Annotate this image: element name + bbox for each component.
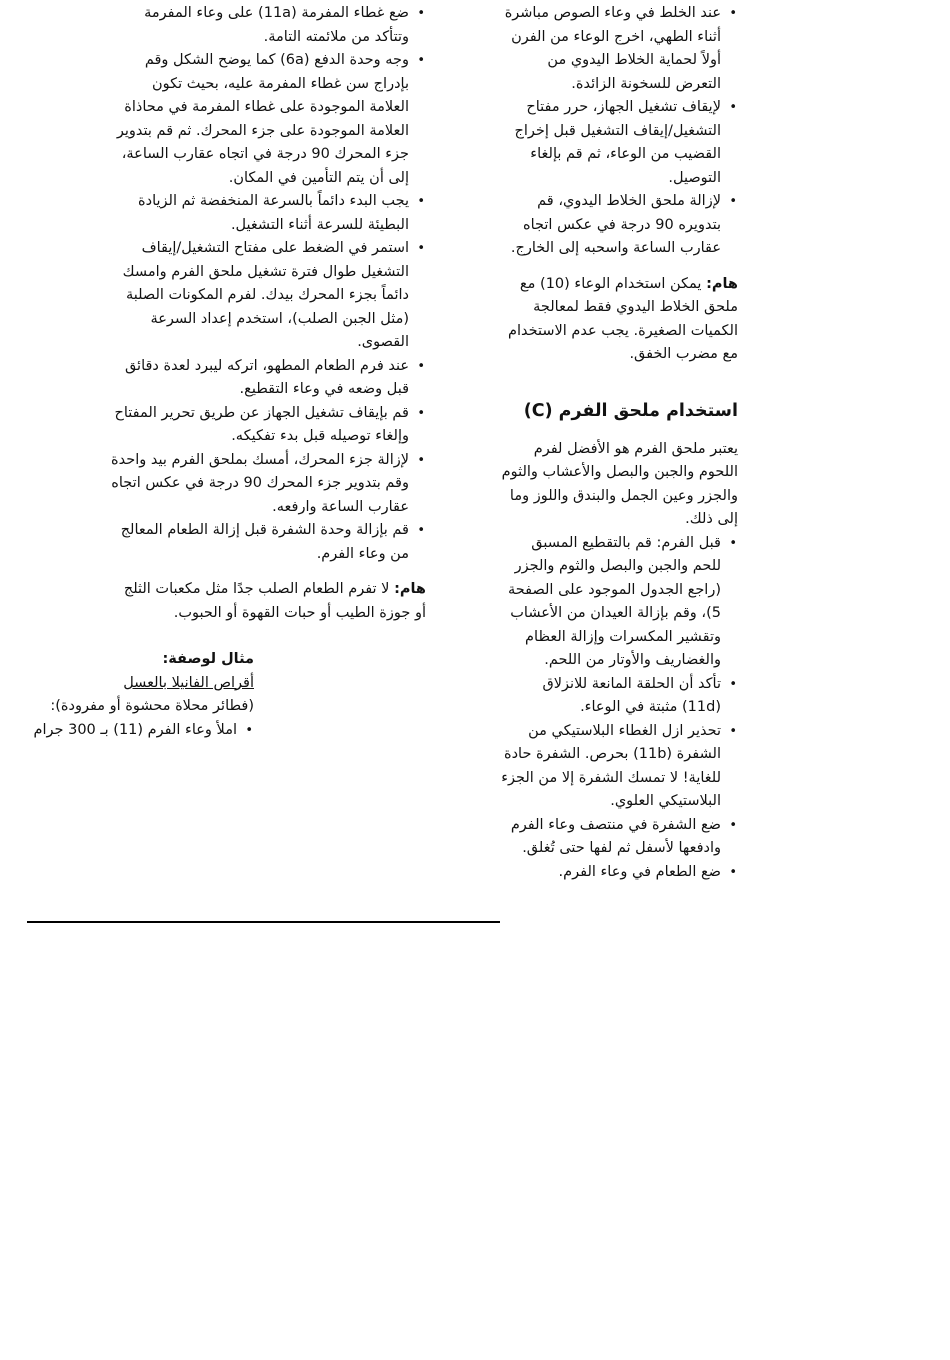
bullet-item — [500, 720, 738, 814]
bullet-marker-icon: • — [417, 6, 425, 21]
bullet-item — [110, 519, 426, 566]
bullet-text: قم بإيقاف تشغيل الجهاز عن طريق تحرير المفتاح وإلغاء توصيله قبل بدء تفكيكه. — [114, 404, 409, 444]
bullet-marker-icon: • — [417, 452, 425, 468]
bullet-text: قبل الفرم: قم بالتقطيع المسبق للحم والجبن والبصل والثوم والجزر (راجع الجدول الموجود على الصفحة 5)، وقم بإزالة العيدان من الأعشاب وتقشير المكسرات وإزالة العظام والغضاريف والأوتار من اللحم. — [507, 534, 721, 668]
bullet-marker-icon: • — [729, 723, 737, 739]
bullet-text: عند فرم الطعام المطهو، اتركه ليبرد لعدة دقائق قبل وضعه في وعاء التقطيع. — [124, 357, 409, 397]
note-lead: هام: — [706, 275, 738, 292]
column-left — [33, 2, 426, 742]
bullet-text: استمر في الضغط على مفتاح التشغيل/إيقاف التشغيل طوال فترة تشغيل ملحق الفرم وامسك دائماً بجزء المحرك بيدك. لفرم المكونات الصلبة (مثل الجبن الصلب)، استخدم إعداد السرعة القصوى. — [122, 240, 409, 350]
bullet-text: عند الخلط في وعاء الصوص مباشرة أثناء الطهي، اخرج الوعاء من الفرن أولاً لحماية الخلاط اليدوي من التعرض للسخونة الزائدة. — [504, 5, 721, 92]
note-text: يمكن استخدام الوعاء (10) مع ملحق الخلاط اليدوي فقط لمعالجة الكميات الصغيرة. يجب عدم الاستخدام مع مضرب الخفق. — [508, 275, 738, 362]
body-paragraph: يعتبر ملحق الفرم هو الأفضل لفرم اللحوم والجبن والبصل والأعشاب والثوم والجزر وعين الجمل والبندق واللوز وما إلى ذلك. — [501, 440, 738, 527]
bullet-marker-icon: • — [417, 53, 425, 68]
bullet-text: يجب البدء دائماً بالسرعة المنخفضة ثم الزيادة البطيئة للسرعة أثناء التشغيل. — [138, 193, 409, 233]
bullet-item — [110, 355, 426, 402]
bullet-item — [500, 673, 738, 720]
bullet-marker-icon: • — [729, 676, 737, 692]
bullet-item — [110, 237, 426, 355]
bullet-item — [110, 402, 426, 449]
bullet-item — [500, 190, 738, 261]
bullet-marker-icon: • — [729, 6, 737, 21]
bullet-item — [110, 449, 426, 520]
bullet-marker-icon: • — [729, 535, 737, 551]
bullet-list — [500, 532, 738, 885]
column-right — [500, 2, 738, 884]
bullet-item — [110, 190, 426, 237]
section-heading: استخدام ملحق الفرم (C) — [523, 400, 738, 421]
bullet-marker-icon: • — [417, 194, 425, 209]
bullet-item — [110, 2, 426, 49]
bullet-item — [500, 2, 738, 96]
bullet-list — [500, 2, 738, 261]
footer-divider — [27, 921, 500, 923]
recipe-subtitle: (فطائر محلاة محشوة أو مفرودة): — [50, 698, 254, 714]
bullet-marker-icon: • — [417, 358, 425, 374]
bullet-item — [25, 719, 254, 743]
bullet-marker-icon: • — [729, 100, 737, 115]
bullet-text: قم بإزالة وحدة الشفرة قبل إزالة الطعام المعالج من وعاء الفرم. — [120, 522, 409, 562]
bullet-marker-icon: • — [417, 523, 425, 538]
bullet-text: ضع الشفرة في منتصف وعاء الفرم وادفعها لأسفل ثم لفها حتى تُغلق. — [510, 816, 721, 856]
bullet-item — [500, 861, 738, 885]
bullet-text: تحذير ازل الغطاء البلاستيكي من الشفرة (11b) بحرص. الشفرة حادة للغاية! لا تمسك الشفرة إلا من الجزء البلاستيكي العلوي. — [501, 722, 721, 809]
bullet-marker-icon: • — [417, 405, 425, 421]
recipe-name: أقراص الفانيلا بالعسل — [123, 674, 254, 691]
recipe-example-label: مثال لوصفة: — [162, 651, 254, 667]
bullet-list — [110, 2, 426, 566]
bullet-text: ضع غطاء المفرمة (11a) على وعاء المفرمة وتتأكد من ملائمته التامة. — [144, 5, 409, 45]
note-text: لا تفرم الطعام الصلب جدًا مثل مكعبات الثلج أو جوزة الطيب أو حبات القهوة أو الحبوب. — [123, 581, 426, 621]
bullet-text: وجه وحدة الدفع (6a) كما يوضح الشكل وقم بإدراج سن غطاء المفرمة عليه، بحيث تكون العلامة الموجودة على غطاء المفرمة في محاذاة العلامة الموجودة على جزء المحرك. ثم قم بتدوير جزء المحرك 90 درجة في اتجاه عقارب الساعة، إلى أن يتم التأمين في المكان. — [116, 52, 409, 186]
bullet-marker-icon: • — [417, 241, 425, 256]
note-paragraph — [110, 578, 426, 625]
bullet-item — [500, 814, 738, 861]
bullet-text: املأ وعاء الفرم (11) بـ 300 جرام — [33, 721, 237, 738]
bullet-marker-icon: • — [245, 722, 253, 738]
bullet-marker-icon: • — [729, 194, 737, 209]
bullet-text: ضع الطعام في وعاء الفرم. — [558, 863, 721, 880]
bullet-list — [25, 719, 254, 743]
note-lead: هام: — [394, 581, 426, 597]
bullet-marker-icon: • — [729, 817, 737, 833]
bullet-text: لإزالة ملحق الخلاط اليدوي، قم بتدويره 90 درجة في عكس اتجاه عقارب الساعة واسحبه إلى الخارج. — [510, 193, 721, 256]
bullet-item — [500, 532, 738, 673]
bullet-item — [500, 96, 738, 190]
bullet-text: لإزالة جزء المحرك، أمسك بملحق الفرم بيد واحدة وقم بتدوير جزء المحرك 90 درجة في عكس اتجاه عقارب الساعة وارفعه. — [111, 451, 409, 515]
bullet-text: لإيقاف تشغيل الجهاز، حرر مفتاح التشغيل/إيقاف التشغيل قبل إخراج القضيب من الوعاء، ثم قم بإلغاء التوصيل. — [514, 99, 721, 186]
bullet-item — [110, 49, 426, 190]
bullet-text: تأكد أن الحلقة المانعة للانزلاق (11d) مثبتة في الوعاء. — [542, 675, 721, 715]
note-paragraph — [500, 273, 738, 367]
bullet-marker-icon: • — [729, 864, 737, 880]
